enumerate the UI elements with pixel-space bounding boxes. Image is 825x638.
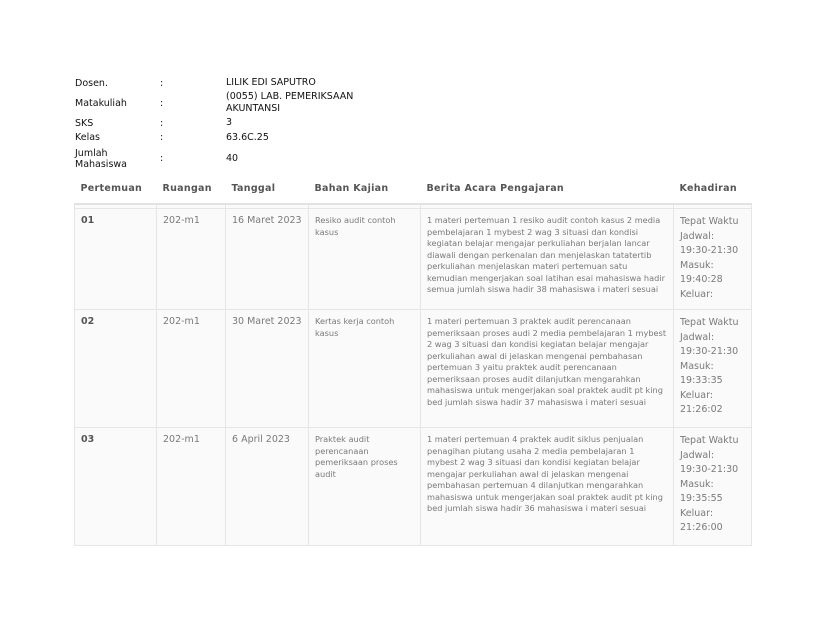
schedule-label: Jadwal: (680, 331, 715, 343)
info-value: 63.6C.25 (226, 131, 269, 143)
schedule-value: 19:30-21:30 (680, 245, 739, 256)
room: 202-m1 (157, 310, 226, 428)
attendance-table (74, 174, 752, 546)
check-out-value: 21:26:02 (680, 404, 723, 415)
check-in-label: Masuk: (680, 259, 714, 271)
attendance (674, 209, 752, 310)
topic: Praktek audit perencanaan pemeriksaan proses audit (309, 428, 421, 546)
attendance (674, 310, 752, 428)
check-out-label: Keluar: (680, 389, 714, 401)
schedule-value: 19:30-21:30 (680, 464, 739, 475)
info-colon: : (160, 132, 164, 143)
info-colon: : (160, 97, 164, 109)
room: 202-m1 (157, 209, 226, 310)
check-out-label: Keluar: (680, 507, 714, 519)
col-header-bahan-kajian: Bahan Kajian (309, 174, 421, 204)
info-label: Kelas (75, 132, 101, 143)
info-value: LILIK EDI SAPUTRO (226, 77, 316, 88)
info-label: SKS (75, 117, 94, 129)
schedule-label: Jadwal: (680, 449, 715, 461)
col-header-berita-acara: Berita Acara Pengajaran (421, 174, 674, 204)
attendance-status: Tepat Waktu (680, 317, 739, 328)
check-out-value: 21:26:00 (680, 522, 723, 533)
attendance-status: Tepat Waktu (680, 216, 739, 227)
attendance (674, 428, 752, 546)
info-value: (0055) LAB. PEMERIKSAAN AKUNTANSI (226, 91, 354, 114)
info-label: Matakuliah (75, 97, 127, 109)
info-value: 3 (226, 117, 233, 128)
table-row (75, 428, 752, 546)
info-row-matakuliah (75, 90, 366, 116)
room: 202-m1 (157, 428, 226, 546)
check-in-value: 19:35:55 (680, 493, 723, 504)
info-colon: : (160, 117, 164, 129)
info-label: Dosen. (75, 77, 108, 89)
col-header-tanggal: Tanggal (226, 174, 309, 204)
date: 30 Maret 2023 (226, 310, 309, 428)
teaching-report: 1 materi pertemuan 4 praktek audit siklus penjualan penagihan piutang usaha 2 media pembelajaran 1 mybest 2 wag 3 situasi dan kondisi kegiatan belajar mengajar perkuliahan awal di jelaskan mengenai pembahasan pertemuan 4 dilanjutkan mengarahkan mahasiswa untuk mengerjakan soal praktek audit pt king bed jumlah siswa hadir 36 mahasiswa i materi sesuai (421, 428, 674, 546)
info-label: Jumlah Mahasiswa (75, 147, 127, 170)
teaching-report: 1 materi pertemuan 3 praktek audit perencanaan pemeriksaan proses audi 2 media pembelajaran 1 mybest 2 wag 3 situasi dan kondisi kegiatan belajar mengajar perkuliahan awal di jelaskan mengenai pembahasan pertemuan 3 yaitu praktek audit perencanaan pemeriksaan proses audit dilanjutkan mengarahkan mahasiswa untuk mengerjakan soal praktek audit pt king bed jumlah siswa hadir 37 mahasiswa i materi sesuai (421, 310, 674, 428)
check-in-label: Masuk: (680, 360, 714, 372)
topic: Kertas kerja contoh kasus (309, 310, 421, 428)
check-in-value: 19:40:28 (680, 274, 723, 285)
check-in-value: 19:33:35 (680, 375, 723, 386)
table-header-row (75, 174, 752, 204)
topic: Resiko audit contoh kasus (309, 209, 421, 310)
info-colon: : (160, 153, 164, 164)
schedule-value: 19:30-21:30 (680, 346, 739, 357)
check-in-label: Masuk: (680, 478, 714, 490)
table-row (75, 310, 752, 428)
info-colon: : (160, 77, 164, 89)
table-row (75, 209, 752, 310)
attendance-status: Tepat Waktu (680, 435, 739, 446)
col-header-kehadiran: Kehadiran (674, 174, 752, 204)
info-value: 40 (226, 152, 239, 164)
meeting-number: 01 (75, 209, 157, 310)
info-row-kelas (75, 130, 366, 145)
teaching-report: 1 materi pertemuan 1 resiko audit contoh kasus 2 media pembelajaran 1 mybest 2 wag 3 situasi dan kondisi kegiatan belajar mengajar perkuliahan berjalan lancar diawali dengan perkenalan dan menjelaskan tatatertib perkuliahan menjelaskan materi pertemuan satu kemudian mengerjakan soal latihan esai mahasiswa hadir semua jumlah siswa hadir 38 mahasiswa i materi sesuai (421, 209, 674, 310)
check-out-label: Keluar: (680, 288, 714, 300)
info-row-sks (75, 116, 366, 130)
col-header-pertemuan: Pertemuan (75, 174, 157, 204)
date: 16 Maret 2023 (226, 209, 309, 310)
info-row-dosen (75, 76, 366, 90)
meeting-number: 03 (75, 428, 157, 546)
col-header-ruangan: Ruangan (157, 174, 226, 204)
meeting-number: 02 (75, 310, 157, 428)
course-info (75, 76, 366, 172)
date: 6 April 2023 (226, 428, 309, 546)
info-row-jumlah-mahasiswa (75, 145, 366, 172)
schedule-label: Jadwal: (680, 230, 715, 242)
